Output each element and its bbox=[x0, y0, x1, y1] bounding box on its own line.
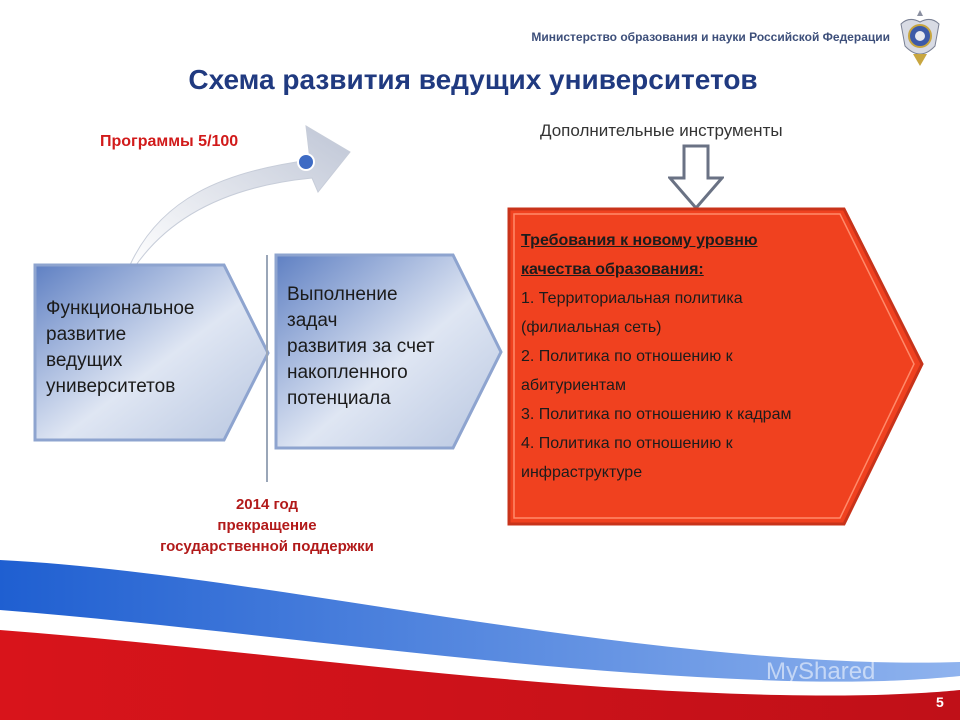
requirement-item: 4. Политика по отношению к инфраструктуре bbox=[521, 435, 733, 481]
tasks-line: Выполнение bbox=[287, 284, 398, 305]
tasks-line: потенциала bbox=[287, 388, 391, 409]
timeline-divider bbox=[266, 255, 268, 482]
down-arrow-icon bbox=[668, 144, 724, 210]
requirements-heading: качества образования: bbox=[521, 261, 704, 278]
requirement-item: 2. Политика по отношению к абитуриентам bbox=[521, 348, 733, 394]
milestone-line: государственной поддержки bbox=[160, 538, 374, 555]
eagle-emblem-icon bbox=[895, 6, 945, 72]
curved-arrow-icon bbox=[120, 120, 360, 270]
functional-development-box bbox=[32, 262, 272, 444]
watermark: MyShared bbox=[766, 658, 876, 685]
functional-line: Функциональное bbox=[46, 298, 195, 319]
task-execution-box bbox=[273, 252, 505, 452]
slide-number: 5 bbox=[936, 694, 944, 710]
tasks-line: накопленного bbox=[287, 362, 408, 383]
functional-line: ведущих bbox=[46, 350, 123, 371]
tricolor-waves bbox=[0, 530, 960, 720]
requirement-item: 3. Политика по отношению к кадрам bbox=[521, 406, 792, 423]
ministry-name: Министерство образования и науки Российской Федерации bbox=[531, 30, 890, 44]
functional-line: университетов bbox=[46, 376, 176, 397]
slide-title: Схема развития ведущих университетов bbox=[188, 64, 758, 95]
tasks-line: задач bbox=[287, 310, 338, 331]
milestone-line: прекращение bbox=[217, 517, 317, 534]
requirements-heading: Требования к новому уровню bbox=[521, 232, 758, 249]
tasks-line: развития за счет bbox=[287, 336, 435, 357]
milestone-line: 2014 год bbox=[235, 496, 299, 513]
additional-tools-label: Дополнительные инструменты bbox=[540, 121, 783, 140]
programs-label: Программы 5/100 bbox=[100, 133, 239, 150]
requirement-item: 1. Территориальная политика (филиальная сеть) bbox=[521, 290, 743, 336]
functional-line: развитие bbox=[46, 324, 127, 345]
requirements-text bbox=[521, 226, 841, 487]
